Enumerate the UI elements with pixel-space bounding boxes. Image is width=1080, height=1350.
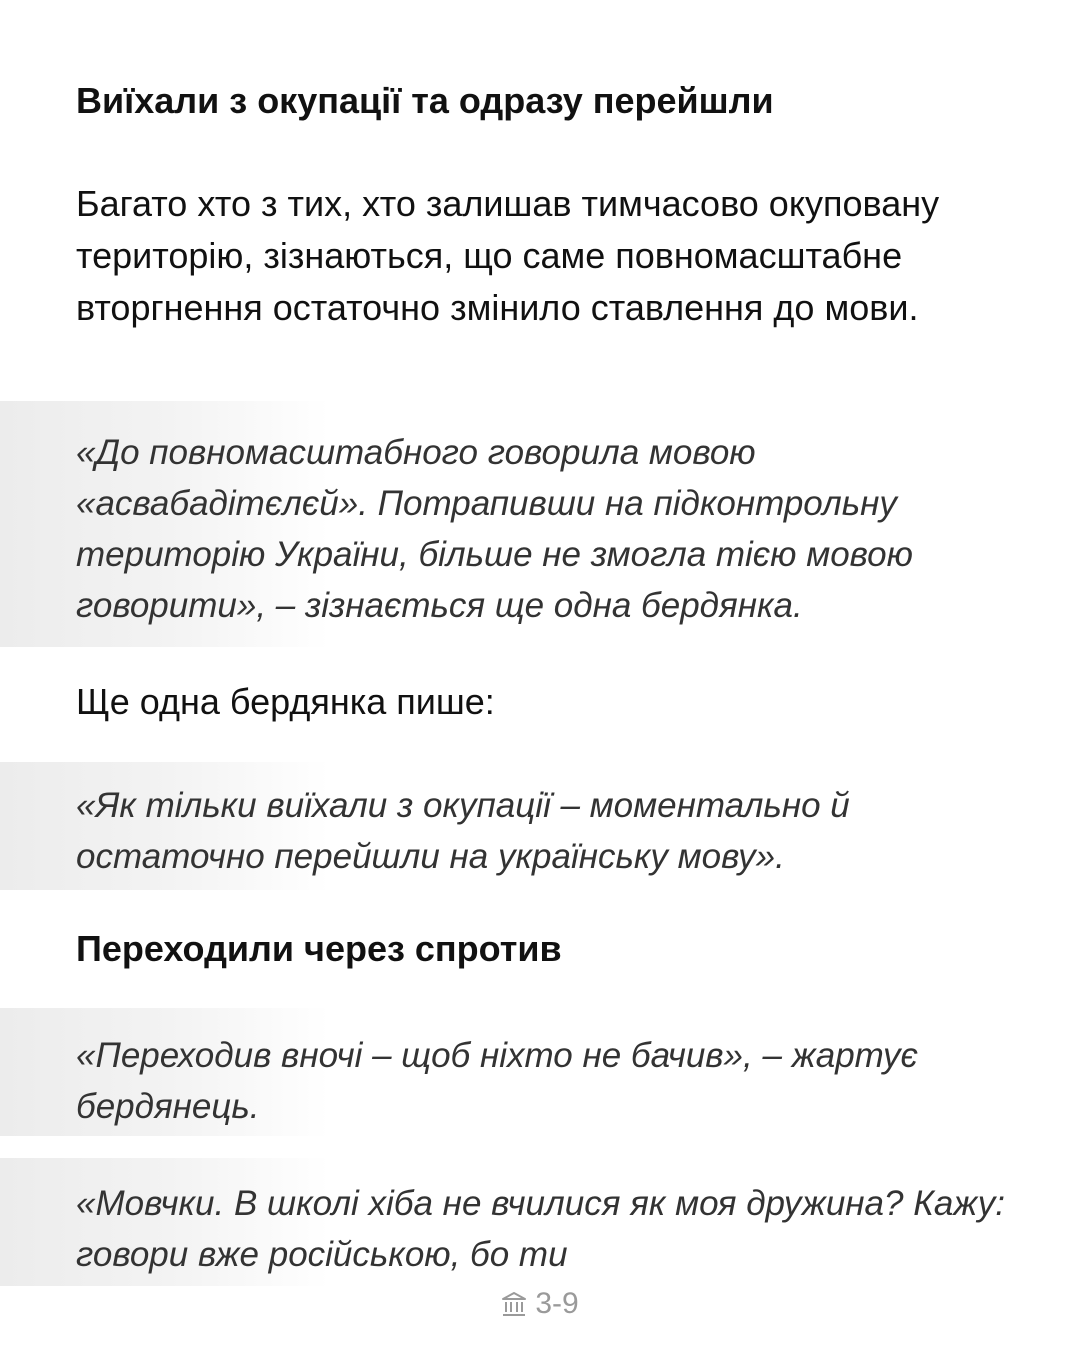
museum-icon bbox=[501, 1291, 527, 1317]
page-footer bbox=[0, 1284, 1080, 1324]
quote-lead-paragraph: Ще одна бердянка пише: bbox=[76, 681, 495, 722]
quote-block bbox=[0, 762, 1080, 890]
section-heading-resistance: Переходили через спротив bbox=[76, 928, 562, 969]
quote-text: «До повномасштабного говорила мовою «асвабадітєлєй». Потрапивши на підконтрольну територію України, більше не змогла тією мовою говорити», – зізнається ще одна бердянка. bbox=[76, 433, 913, 625]
quote-text: «Як тільки виїхали з окупації – моментально й остаточно перейшли на українську мову». bbox=[76, 786, 850, 876]
quote-block bbox=[0, 401, 1080, 647]
page-number: 3-9 bbox=[535, 1287, 579, 1320]
quote-block bbox=[0, 1008, 1080, 1136]
quote-text: «Мовчки. В школі хіба не вчилися як моя дружина? Кажу: говори вже російською, бо ти bbox=[76, 1184, 1005, 1274]
intro-paragraph: Багато хто з тих, хто залишав тимчасово окуповану територію, зізнаються, що саме повномасштабне вторгнення остаточно змінило ставлення до мови. bbox=[76, 183, 940, 328]
section-heading-left-occupation: Виїхали з окупації та одразу перейшли bbox=[76, 80, 774, 121]
quote-text: «Переходив вночі – щоб ніхто не бачив», – жартує бердянець. bbox=[76, 1036, 918, 1126]
quote-block bbox=[0, 1158, 1080, 1286]
